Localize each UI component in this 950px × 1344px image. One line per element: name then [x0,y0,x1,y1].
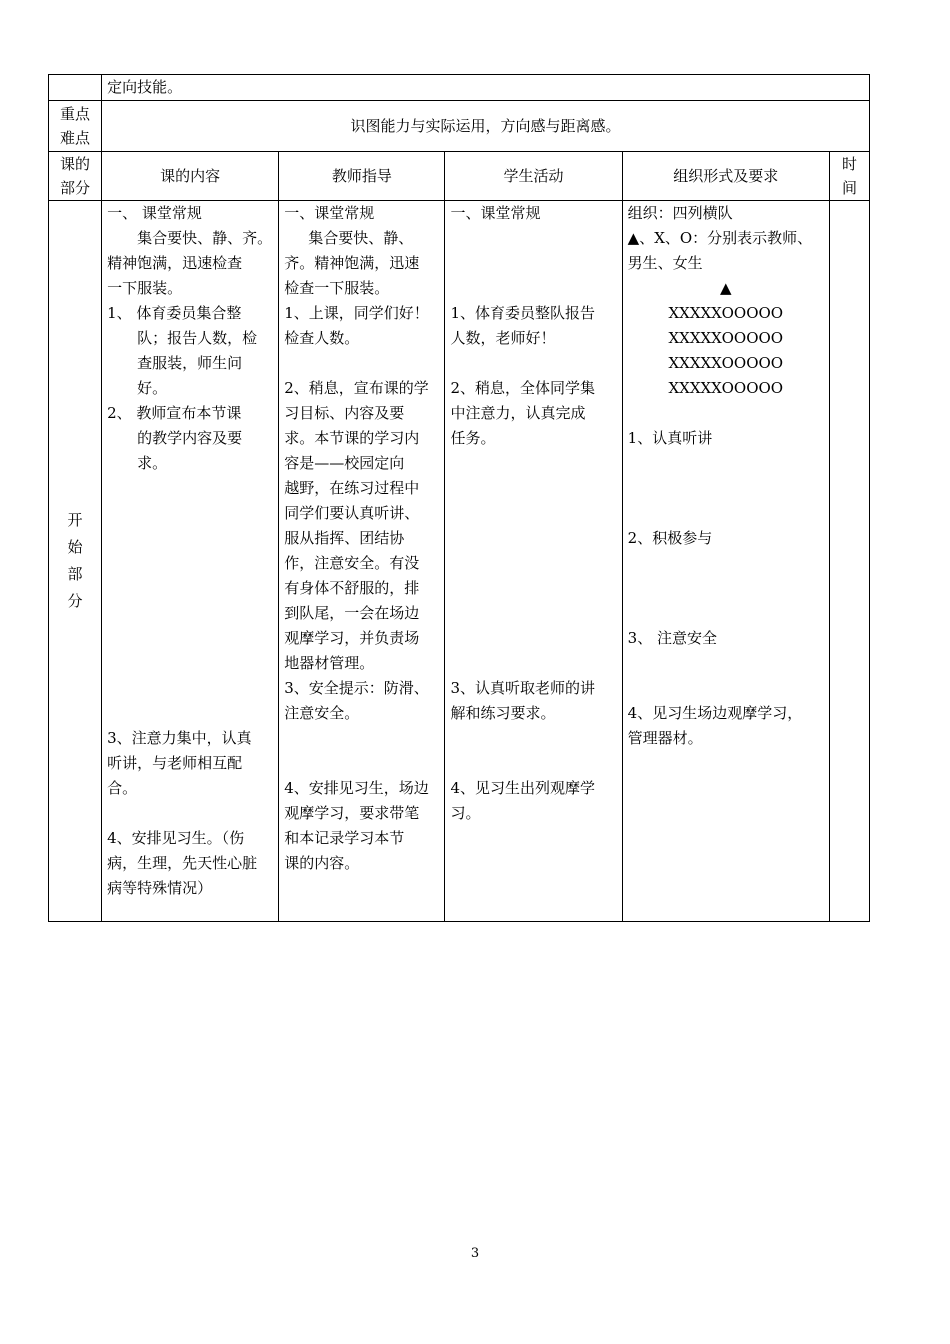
content-intro-line: 集合要快、静、齐。 [137,229,273,247]
content-item1-line: 1、 体育委员集合整 [107,304,242,322]
formation-row: XXXXXOOOOO [668,379,784,397]
teacher-item2-line: 作，注意安全。有没 [284,554,420,572]
student-item2-line: 中注意力，认真完成 [450,404,586,422]
section-char: 始 [67,538,83,556]
teacher-item2-line: 习目标、内容及要 [284,404,405,422]
content-item4-line: 病等特殊情况） [107,879,213,897]
teacher-item2-line: 同学们要认真听讲、 [284,504,420,522]
content-cell [102,201,279,922]
teacher-item4-line: 和本记录学习本节 [284,829,405,847]
content-item2-line: 2、 教师宣布本节课 [107,404,242,422]
header-student: 学生活动 [445,152,622,201]
org-legend-line: ▲、X、O：分别表示教师、 [627,229,813,247]
teacher-title: 一、课堂常规 [284,204,375,222]
teacher-item2-line: 求。本节课的学习内 [284,429,420,447]
header-organization: 组织形式及要求 [622,152,829,201]
content-item4-line: 4、安排见习生。（伤 [107,829,245,847]
student-item1-line: 1、体育委员整队报告 [450,304,595,322]
student-item3-line: 解和练习要求。 [450,704,556,722]
student-title: 一、课堂常规 [450,204,541,222]
student-item4-line: 4、见习生出列观摩学 [450,779,595,797]
content-intro-line: 一下服装。 [107,279,183,297]
teacher-item2-line: 越野，在练习过程中 [284,479,420,497]
teacher-item1-line: 检查人数。 [284,329,360,347]
continuation-text: 定向技能。 [102,75,870,101]
section-label [49,201,102,922]
teacher-intro-line: 齐。精神饱满，迅速 [284,254,420,272]
lesson-plan-table [48,74,870,922]
content-intro-line: 精神饱满，迅速检查 [107,254,243,272]
content-item2-line: 的教学内容及要 [137,429,243,447]
student-item4-line: 习。 [450,804,481,822]
teacher-item2-line: 到队尾，一会在场边 [284,604,420,622]
content-item3-line: 3、注意力集中，认真 [107,729,252,747]
formation-row: XXXXXOOOOO [668,329,784,347]
formation-row: XXXXXOOOOO [668,304,784,322]
organization-cell [622,201,829,922]
student-item1-line: 人数，老师好！ [450,329,556,347]
header-time-line2: 间 [841,179,857,197]
empty-cell [49,75,102,101]
header-time-line1: 时 [841,155,857,173]
continuation-row [49,75,870,101]
teacher-item2-line: 观摩学习，并负责场 [284,629,420,647]
student-cell [445,201,622,922]
org-item1: 1、认真听讲 [627,429,713,447]
org-item4-line: 管理器材。 [627,729,703,747]
teacher-item2-line: 有身体不舒服的，排 [284,579,420,597]
time-cell [829,201,869,922]
page-number: 3 [470,1246,480,1261]
content-item1-line: 好。 [137,379,168,397]
teacher-item3-line: 注意安全。 [284,704,360,722]
section-char: 开 [67,511,83,529]
teacher-cell [279,201,445,922]
teacher-item3-line: 3、安全提示：防滑、 [284,679,429,697]
section-char: 分 [67,592,83,610]
key-points-text: 识图能力与实际运用，方向感与距离感。 [102,101,870,152]
header-teacher: 教师指导 [279,152,445,201]
teacher-intro-line: 检查一下服装。 [284,279,390,297]
teacher-item4-line: 观摩学习，要求带笔 [284,804,420,822]
org-item3: 3、 注意安全 [627,629,717,647]
org-title: 组织：四列横队 [627,204,733,222]
header-row [49,152,870,201]
teacher-item4-line: 课的内容。 [284,854,360,872]
student-item2-line: 任务。 [450,429,496,447]
teacher-item4-line: 4、安排见习生，场边 [284,779,429,797]
key-points-label-line2: 难点 [60,129,91,147]
teacher-intro-line: 集合要快、静、 [308,229,414,247]
student-item2-line: 2、稍息，全体同学集 [450,379,595,397]
header-part-line1: 课的 [60,155,91,173]
section-label-text [66,507,84,615]
teacher-item1-line: 1、上课，同学们好！ [284,304,429,322]
header-time [829,152,869,201]
key-points-row [49,101,870,152]
student-item3-line: 3、认真听取老师的讲 [450,679,595,697]
content-item1-line: 队；报告人数，检 [137,329,258,347]
content-title: 一、 课堂常规 [107,204,202,222]
key-points-label [49,101,102,152]
formation-row: XXXXXOOOOO [668,354,784,372]
teacher-triangle-icon: ▲ [720,279,732,297]
content-item3-line: 听讲，与老师相互配 [107,754,243,772]
org-item4-line: 4、见习生场边观摩学习， [627,704,803,722]
teacher-item2-line: 服从指挥、团结协 [284,529,405,547]
teacher-item2-line: 2、稍息，宣布课的学 [284,379,429,397]
teacher-item2-line: 容是——校园定向 [284,454,405,472]
content-item1-line: 查服装，师生问 [137,354,243,372]
content-item2-line: 求。 [137,454,168,472]
content-item3-line: 合。 [107,779,138,797]
header-content: 课的内容 [102,152,279,201]
org-item2: 2、积极参与 [627,529,713,547]
org-legend-line: 男生、女生 [627,254,703,272]
opening-section-row [49,201,870,922]
header-part [49,152,102,201]
section-char: 部 [67,565,83,583]
key-points-label-line1: 重点 [60,105,91,123]
teacher-item2-line: 地器材管理。 [284,654,375,672]
header-part-line2: 部分 [60,179,91,197]
content-item4-line: 病，生理，先天性心脏 [107,854,258,872]
